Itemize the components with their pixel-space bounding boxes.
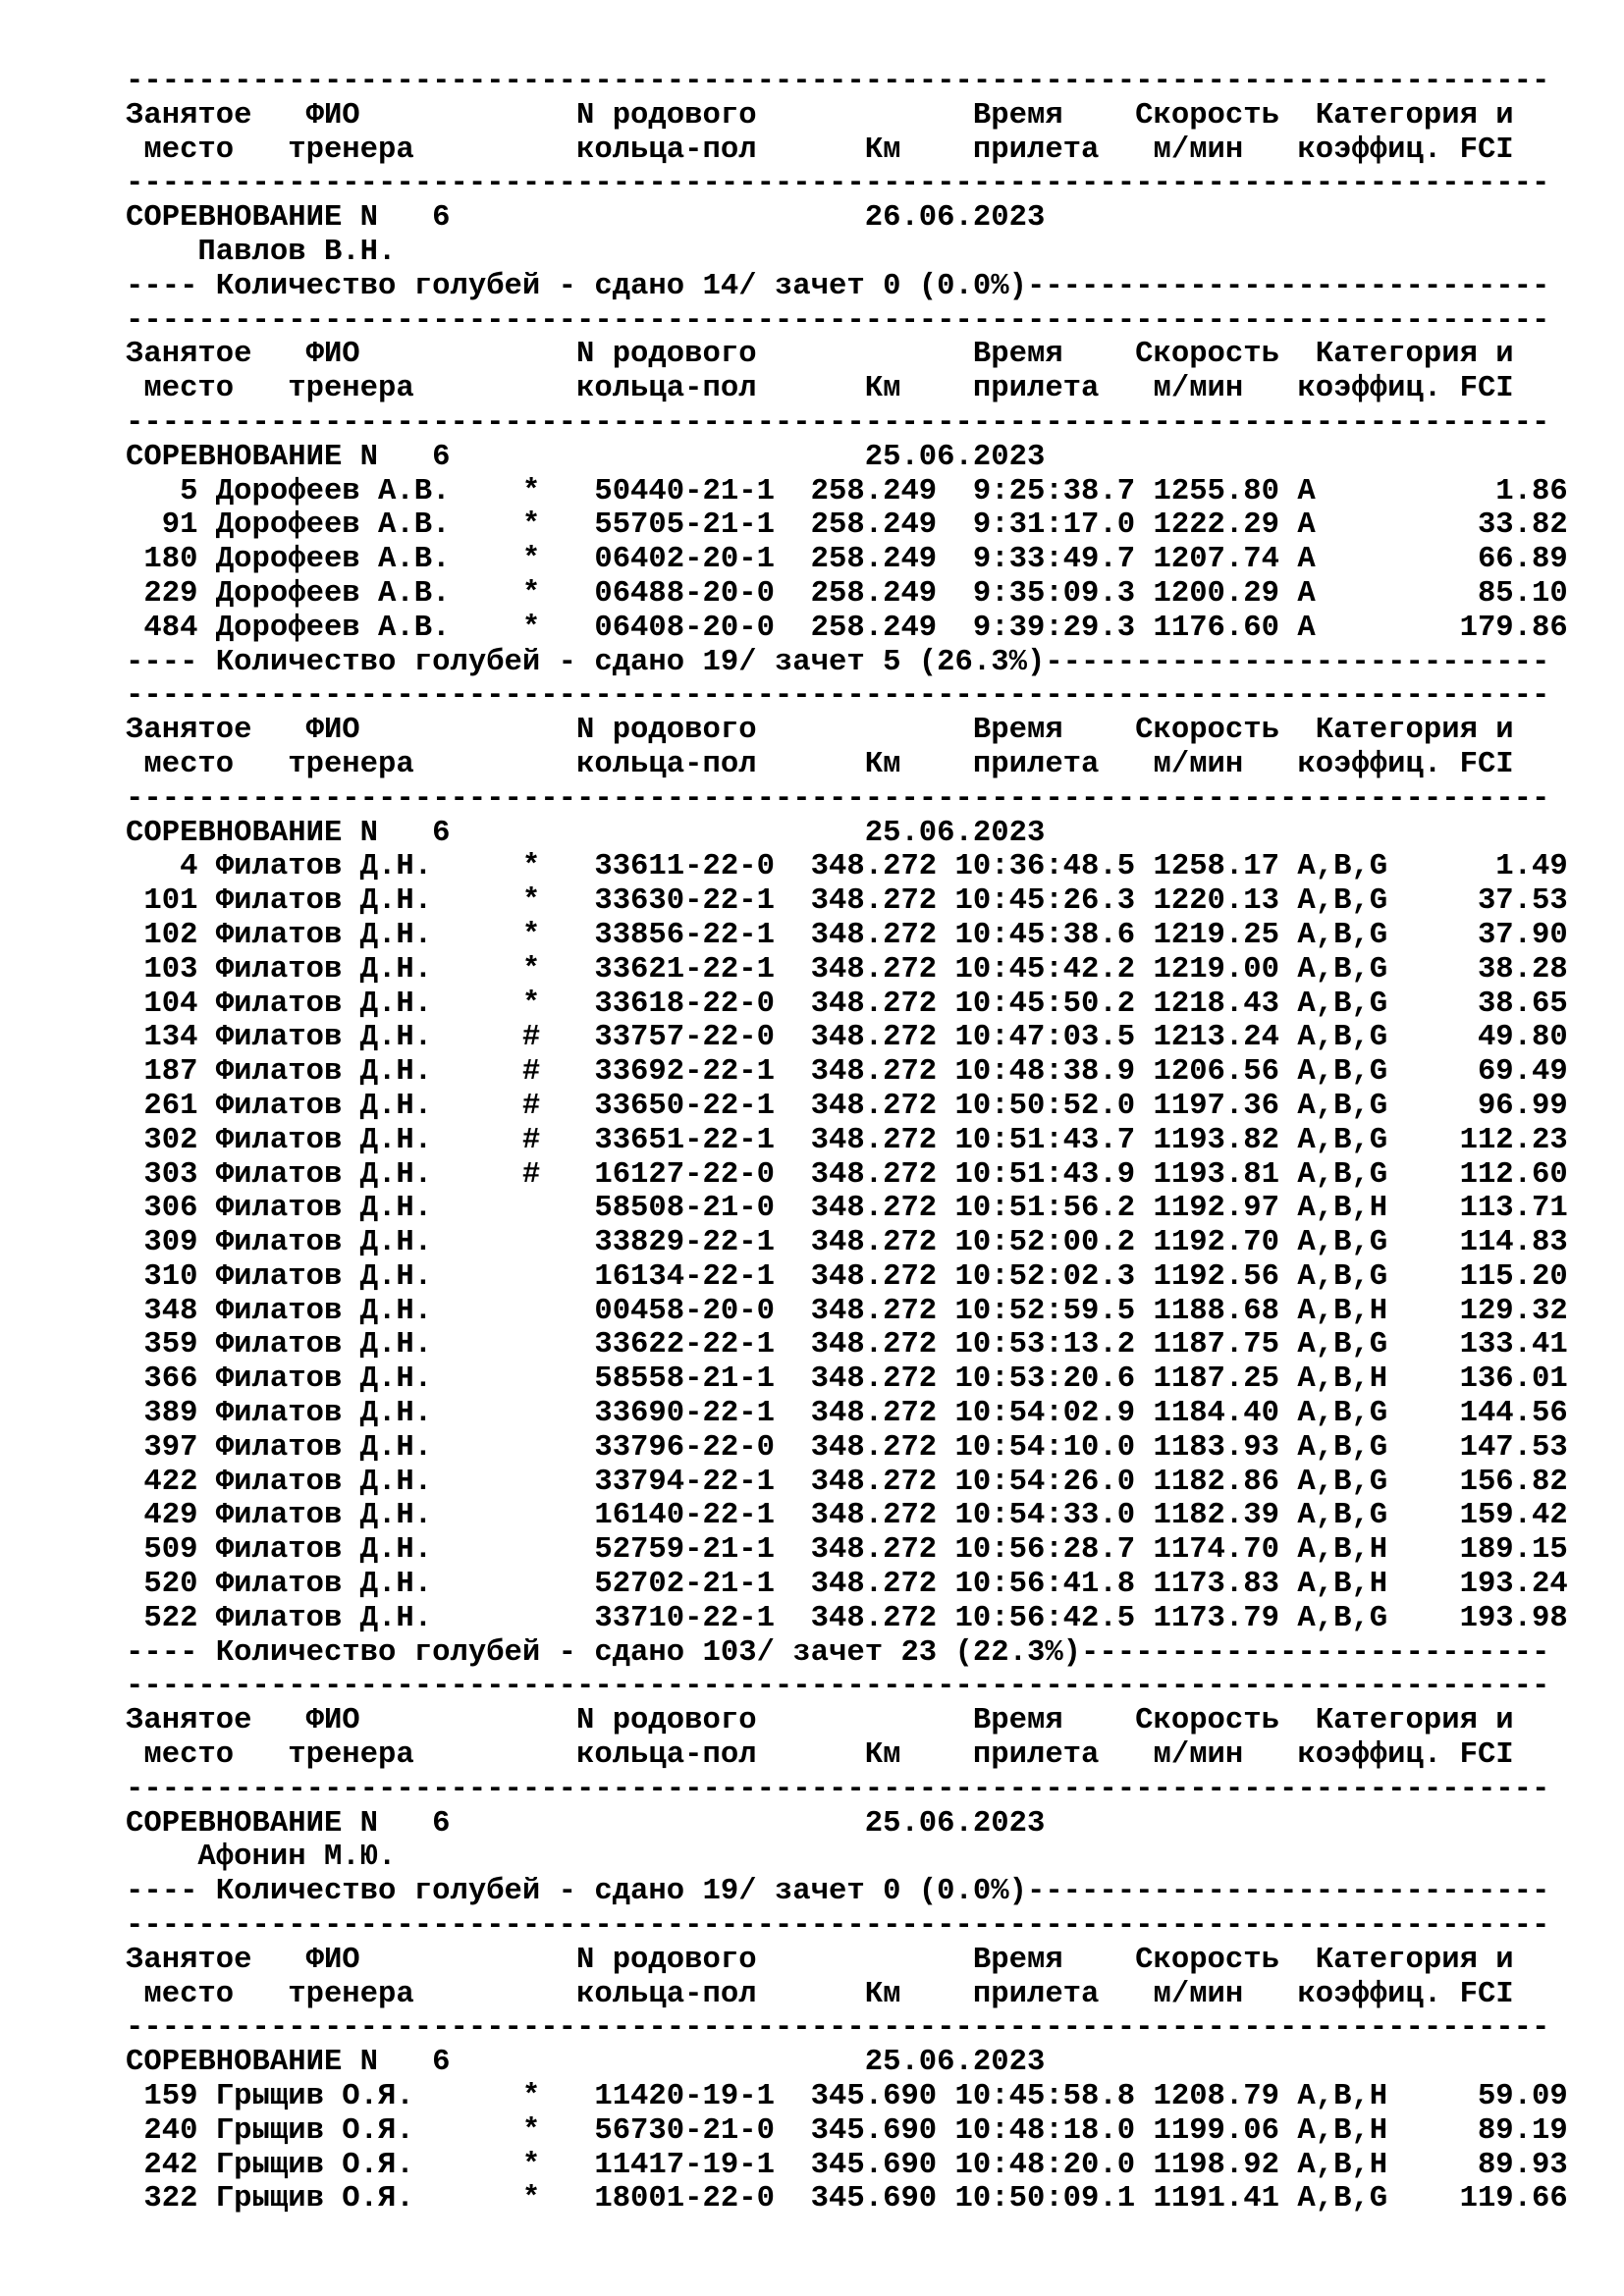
result-row: 180 Дорофеев А.В. * 06402-20-1 258.249 9:33:49.7 1207.74 A 66.89 bbox=[126, 543, 1568, 577]
block-summary: ---- Количество голубей - сдано 19/ зачет 5 (26.3%)---------------------------- bbox=[126, 645, 1550, 679]
result-row: 522 Филатов Д.Н. 33710-22-1 348.272 10:56:42.5 1173.79 A,B,G 193.98 bbox=[126, 1601, 1568, 1635]
result-row: 397 Филатов Д.Н. 33796-22-0 348.272 10:54:10.0 1183.93 A,B,G 147.53 bbox=[126, 1430, 1568, 1465]
column-header-line-2: место тренера кольца-пол Км прилета м/мин коэффиц. FCI bbox=[126, 1977, 1514, 2011]
competition-title: СОРЕВНОВАНИЕ N 6 26.06.2023 bbox=[126, 201, 1046, 236]
column-header-line-1: Занятое ФИО N родового Время Скорость Категория и bbox=[126, 338, 1514, 372]
separator-line: ------------------------------------------------------------------------------- bbox=[126, 1909, 1550, 1944]
result-row: 91 Дорофеев А.В. * 55705-21-1 258.249 9:31:17.0 1222.29 A 33.82 bbox=[126, 508, 1568, 543]
result-row: 102 Филатов Д.Н. * 33856-22-1 348.272 10:45:38.6 1219.25 A,B,G 37.90 bbox=[126, 918, 1568, 952]
column-header-line-2: место тренера кольца-пол Км прилета м/мин коэффиц. FCI bbox=[126, 1738, 1514, 1773]
competition-title: СОРЕВНОВАНИЕ N 6 25.06.2023 bbox=[126, 2046, 1046, 2080]
separator-line: ------------------------------------------------------------------------------- bbox=[126, 1670, 1550, 1704]
result-row: 104 Филатов Д.Н. * 33618-22-0 348.272 10:45:50.2 1218.43 A,B,G 38.65 bbox=[126, 987, 1568, 1021]
block-summary: ---- Количество голубей - сдано 103/ зачет 23 (22.3%)-------------------------- bbox=[126, 1635, 1550, 1670]
result-row: 159 Грыщив О.Я. * 11420-19-1 345.690 10:45:58.8 1208.79 A,B,H 59.09 bbox=[126, 2080, 1568, 2114]
result-row: 101 Филатов Д.Н. * 33630-22-1 348.272 10:45:26.3 1220.13 A,B,G 37.53 bbox=[126, 884, 1568, 919]
column-header-line-1: Занятое ФИО N родового Время Скорость Категория и bbox=[126, 1943, 1514, 1977]
competition-title: СОРЕВНОВАНИЕ N 6 25.06.2023 bbox=[126, 816, 1046, 850]
result-row: 422 Филатов Д.Н. 33794-22-1 348.272 10:54:26.0 1182.86 A,B,G 156.82 bbox=[126, 1465, 1568, 1499]
result-row: 484 Дорофеев А.В. * 06408-20-0 258.249 9:39:29.3 1176.60 A 179.86 bbox=[126, 611, 1568, 645]
results-printout bbox=[126, 65, 1568, 2216]
separator-line: ------------------------------------------------------------------------------- bbox=[126, 781, 1550, 816]
block-summary: ---- Количество голубей - сдано 19/ зачет 0 (0.0%)----------------------------- bbox=[126, 1875, 1550, 1909]
result-row: Афонин М.Ю. bbox=[126, 1841, 397, 1875]
result-row: 309 Филатов Д.Н. 33829-22-1 348.272 10:52:00.2 1192.70 A,B,G 114.83 bbox=[126, 1226, 1568, 1260]
column-header-line-2: место тренера кольца-пол Км прилета м/мин коэффиц. FCI bbox=[126, 133, 1514, 167]
result-row: 229 Дорофеев А.В. * 06488-20-0 258.249 9:35:09.3 1200.29 A 85.10 bbox=[126, 576, 1568, 611]
result-row: 303 Филатов Д.Н. # 16127-22-0 348.272 10:51:43.9 1193.81 A,B,G 112.60 bbox=[126, 1157, 1568, 1192]
result-row: 389 Филатов Д.Н. 33690-22-1 348.272 10:54:02.9 1184.40 A,B,G 144.56 bbox=[126, 1397, 1568, 1431]
separator-line: ------------------------------------------------------------------------------- bbox=[126, 167, 1550, 201]
result-row: 310 Филатов Д.Н. 16134-22-1 348.272 10:52:02.3 1192.56 A,B,G 115.20 bbox=[126, 1259, 1568, 1294]
result-row: 103 Филатов Д.Н. * 33621-22-1 348.272 10:45:42.2 1219.00 A,B,G 38.28 bbox=[126, 952, 1568, 987]
competition-title: СОРЕВНОВАНИЕ N 6 25.06.2023 bbox=[126, 440, 1046, 474]
result-row: 429 Филатов Д.Н. 16140-22-1 348.272 10:54:33.0 1182.39 A,B,G 159.42 bbox=[126, 1499, 1568, 1533]
result-row: 302 Филатов Д.Н. # 33651-22-1 348.272 10:51:43.7 1193.82 A,B,G 112.23 bbox=[126, 1123, 1568, 1157]
column-header-line-1: Занятое ФИО N родового Время Скорость Категория и bbox=[126, 98, 1514, 133]
result-row: 261 Филатов Д.Н. # 33650-22-1 348.272 10:50:52.0 1197.36 A,B,G 96.99 bbox=[126, 1089, 1568, 1123]
separator-line: ------------------------------------------------------------------------------- bbox=[126, 65, 1550, 98]
separator-line: ------------------------------------------------------------------------------- bbox=[126, 1772, 1550, 1806]
separator-line: ------------------------------------------------------------------------------- bbox=[126, 405, 1550, 440]
result-row: 520 Филатов Д.Н. 52702-21-1 348.272 10:56:41.8 1173.83 A,B,H 193.24 bbox=[126, 1568, 1568, 1602]
separator-line: ------------------------------------------------------------------------------- bbox=[126, 679, 1550, 714]
column-header-line-2: место тренера кольца-пол Км прилета м/мин коэффиц. FCI bbox=[126, 372, 1514, 406]
result-row: 348 Филатов Д.Н. 00458-20-0 348.272 10:52:59.5 1188.68 A,B,H 129.32 bbox=[126, 1294, 1568, 1328]
result-row: 134 Филатов Д.Н. # 33757-22-0 348.272 10:47:03.5 1213.24 A,B,G 49.80 bbox=[126, 1021, 1568, 1055]
result-row: Павлов В.Н. bbox=[126, 235, 397, 269]
column-header-line-2: место тренера кольца-пол Км прилета м/мин коэффиц. FCI bbox=[126, 747, 1514, 781]
column-header-line-1: Занятое ФИО N родового Время Скорость Категория и bbox=[126, 1704, 1514, 1738]
separator-line: ------------------------------------------------------------------------------- bbox=[126, 303, 1550, 338]
result-row: 187 Филатов Д.Н. # 33692-22-1 348.272 10:48:38.9 1206.56 A,B,G 69.49 bbox=[126, 1055, 1568, 1090]
separator-line: ------------------------------------------------------------------------------- bbox=[126, 2011, 1550, 2046]
result-row: 242 Грыщив О.Я. * 11417-19-1 345.690 10:48:20.0 1198.92 A,B,H 89.93 bbox=[126, 2148, 1568, 2182]
result-row: 366 Филатов Д.Н. 58558-21-1 348.272 10:53:20.6 1187.25 A,B,H 136.01 bbox=[126, 1362, 1568, 1397]
competition-title: СОРЕВНОВАНИЕ N 6 25.06.2023 bbox=[126, 1806, 1046, 1841]
result-row: 509 Филатов Д.Н. 52759-21-1 348.272 10:56:28.7 1174.70 A,B,H 189.15 bbox=[126, 1533, 1568, 1568]
block-summary: ---- Количество голубей - сдано 14/ зачет 0 (0.0%)----------------------------- bbox=[126, 269, 1550, 303]
result-row: 4 Филатов Д.Н. * 33611-22-0 348.272 10:36:48.5 1258.17 A,B,G 1.49 bbox=[126, 850, 1568, 884]
column-header-line-1: Занятое ФИО N родового Время Скорость Категория и bbox=[126, 714, 1514, 748]
result-row: 322 Грыщив О.Я. * 18001-22-0 345.690 10:50:09.1 1191.41 A,B,G 119.66 bbox=[126, 2182, 1568, 2216]
result-row: 5 Дорофеев А.В. * 50440-21-1 258.249 9:25:38.7 1255.80 A 1.86 bbox=[126, 474, 1568, 508]
result-row: 240 Грыщив О.Я. * 56730-21-0 345.690 10:48:18.0 1199.06 A,B,H 89.19 bbox=[126, 2113, 1568, 2148]
result-row: 359 Филатов Д.Н. 33622-22-1 348.272 10:53:13.2 1187.75 A,B,G 133.41 bbox=[126, 1328, 1568, 1362]
result-row: 306 Филатов Д.Н. 58508-21-0 348.272 10:51:56.2 1192.97 A,B,H 113.71 bbox=[126, 1192, 1568, 1226]
